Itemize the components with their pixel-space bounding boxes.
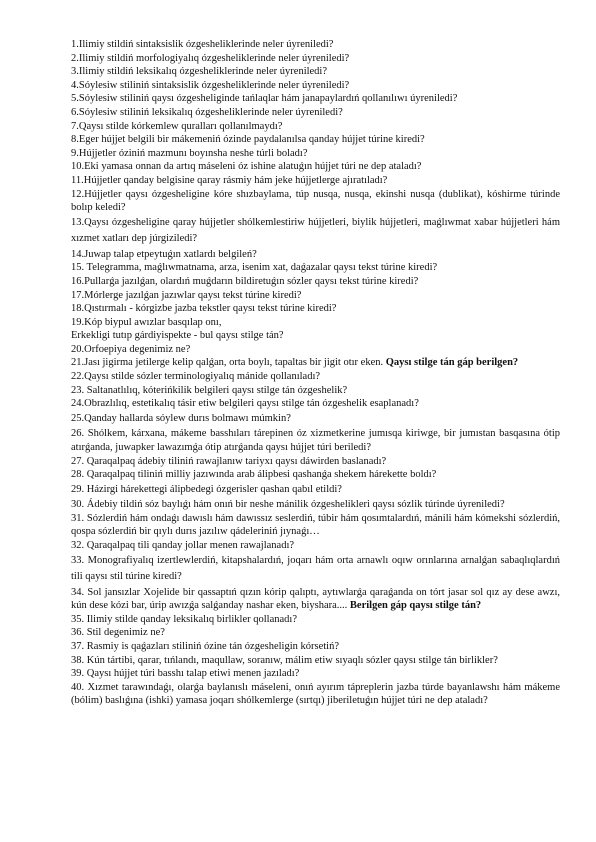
question-item: [71, 626, 560, 640]
question-item: [71, 147, 560, 161]
question-text: 6.Sóylesiw stiliniń leksikalıq ózgesheliklerinde neler úyreniledi?: [71, 106, 343, 118]
question-item: [71, 38, 560, 52]
question-text: 38. Kún tártibi, qarar, tıńlandı, maqullaw, soranıw, málim etiw sıyaqlı sózler qaysı stilge tán birlikler?: [71, 654, 498, 666]
question-text: 40. Xızmet tarawındaǵı, olarǵa baylanıslı máseleni, onıń ayırım tápreplerin jazba túrde bayanlawshı hám mákeme (bólim) baslıǵına (ishki) yamasa joqarı shólkemlerge (sırtqı) jiberiletuǵın hújjet túri ne dep ataladı?: [71, 681, 560, 707]
question-item: [71, 275, 560, 289]
question-item: [71, 586, 560, 613]
question-bold-text: Qaysı stilge tán gáp berilgen?: [385, 357, 519, 369]
question-text: 28. Qaraqalpaq tiliniń milliy jazıwında arab álipbesi qashanǵa shekem hárekette boldı?: [71, 469, 437, 481]
question-text: 36. Stil degenimiz ne?: [71, 627, 165, 639]
question-list: [71, 38, 560, 708]
question-text: 26. Shólkem, kárxana, mákeme basshıları tárepinen óz xizmetkerine jumısqa kiriwge, bir jumıstan basqasına ótip atırǵanda, juwapker lawazımǵa ótip atırǵanda qaysı hújjet túri beriledi?: [71, 428, 560, 453]
question-item: [71, 498, 560, 512]
question-text: 34. Sol jansızlar Xojelide bir qassaptıń qızın kórip qalıptı, aytıwlarǵa qaraǵanda on tórt jasar sol qız ay dese awzı, kún dese kózi bar, úrip awızǵa salǵanday nashar eken, biyshara....: [71, 586, 560, 612]
question-text: 19.Kóp biypul awızlar basqılap onı,: [71, 316, 222, 328]
question-text: 24.Obrazlılıq, estetikalıq tásir etiw belgileri qaysı stilge tán ózgeshelik esaplanadı?: [71, 398, 419, 410]
question-text: 14.Juwap talap etpeytuǵın xatlardı belgileń?: [71, 248, 257, 260]
question-item: [71, 681, 560, 708]
question-text: 12.Hújjetler qaysı ózgesheligine kóre shızbaylama, túp nusqa, nusqa, ekinshi nusqa (dublikat), kóshirme túrinde bolıp keledi?: [71, 188, 560, 214]
question-text: 18.Qıstırmalı - kórgizbe jazba tekstler qaysı tekst túrine kiredi?: [71, 303, 337, 315]
question-text: 32. Qaraqalpaq tili qanday jollar menen rawajlanadı?: [71, 540, 295, 551]
question-item: [71, 343, 560, 357]
question-item: [71, 52, 560, 66]
question-text: 39. Qaysı hújjet túri basshı talap etiwi menen jazıladı?: [71, 668, 300, 680]
question-text: 20.Orfoepiya degenimiz ne?: [71, 343, 191, 355]
question-text: Erkekligi tutıp gárdiyispekte - bul qaysı stilge tán?: [71, 330, 284, 342]
question-text: 35. Ilimiy stilde qanday leksikalıq birlikler qollanadı?: [71, 613, 297, 625]
question-text: 16.Pullarǵa jazılǵan, olardıń muǵdarın bildiretuǵın sózler qaysı tekst túrine kiredi?: [71, 275, 419, 287]
question-text: 29. Házirgi hárekettegi álipbedegi ózgerisler qashan qabıl etildi?: [71, 483, 342, 495]
question-text: 23. Saltanatlılıq, kóterińkilik belgileri qaysı stilge tán ózgeshelik?: [71, 384, 348, 396]
question-text: 22.Qaysı stilde sózler terminologiyalıq mánide qollanıladı?: [71, 371, 321, 383]
question-text: 25.Qanday hallarda sóylew durıs bolmawı múmkin?: [71, 412, 291, 424]
question-text: 3.Ilimiy stildiń leksikalıq ózgesheliklerinde neler úyreniledi?: [71, 66, 328, 78]
question-text: 15. Telegramma, maǵlıwmatnama, arza, isenim xat, daǵazalar qaysı tekst túrine kiredi?: [71, 262, 438, 274]
question-text: 27. Qaraqalpaq ádebiy tiliniń rawajlanıw tariyxı qaysı dáwirden baslanadı?: [71, 455, 387, 467]
question-text: 33. Monografiyalıq izertlewlerdiń, kitapshalardıń, joqarı hám orta arnawlı oqıw orınlarına arnalǵan sabaqlıqlardıń tili qaysı stil túrine kiredi?: [71, 554, 560, 583]
question-item: [71, 79, 560, 93]
question-text: 10.Eki yamasa onnan da artıq máseleni óz ishine alatuǵın hújjet túri ne dep ataladı?: [71, 161, 422, 173]
question-text: 1.Ilimiy stildiń sintaksislik ózgesheliklerinde neler úyreniledi?: [71, 39, 334, 50]
question-item: [71, 289, 560, 303]
question-text: 2.Ilimiy stildiń morfologiyalıq ózgesheliklerinde neler úyreniledi?: [71, 52, 350, 64]
question-item: [71, 92, 560, 106]
question-item: [71, 215, 560, 248]
question-item: [71, 329, 560, 343]
question-text: 13.Qaysı ózgesheligine qaray hújjetler shólkemlestiriw hújjetleri, biylik hújjetleri, maǵlıwmat xabar hújjetleri hám xızmet xatları dep júrgiziledi?: [71, 216, 560, 245]
question-text: 31. Sózlerdiń hám ondaǵı dawıslı hám dawıssız seslerdiń, túbir hám qosımtalardıń, mánili hám kómekshi sózlerdiń, qospa sózlerdiń bir qıylı durıs jazılıw qádeleriniń jıynaǵı…: [71, 512, 560, 538]
question-item: [71, 667, 560, 681]
question-item: [71, 120, 560, 134]
question-item: [71, 640, 560, 654]
question-text: 21.Jası jigirma jetilerge kelip qalǵan, orta boylı, tapaltas bir jigit otır eken.: [71, 357, 386, 369]
question-item: [71, 411, 560, 428]
question-text: 5.Sóylesiw stiliniń qaysı ózgesheliginde tańlaqlar hám janapaylardıń qollanılıwı úyreniledi?: [71, 93, 458, 105]
question-item: [71, 455, 560, 469]
question-item: [71, 468, 560, 482]
question-item: [71, 160, 560, 174]
question-item: [71, 65, 560, 79]
question-item: [71, 553, 560, 586]
question-item: [71, 397, 560, 411]
question-item: [71, 248, 560, 262]
question-item: [71, 427, 560, 454]
question-text: 7.Qaysı stilde kórkemlew quralları qollanılmaydı?: [71, 120, 283, 132]
question-item: [71, 613, 560, 627]
question-text: 11.Hújjetler qanday belgisine qaray rásmiy hám jeke hújjetlerge ajıratıladı?: [71, 174, 388, 186]
question-item: [71, 188, 560, 215]
question-text: 37. Rasmiy is qaǵazları stiliniń ózine tán ózgesheligin kórsetiń?: [71, 640, 339, 652]
question-text: 9.Hújjetler óziniń mazmunı boyınsha neshe túrli boladı?: [71, 147, 308, 159]
question-text: 17.Mórlerge jazılǵan jazıwlar qaysı tekst túrine kiredi?: [71, 289, 302, 301]
question-item: [71, 106, 560, 120]
question-item: [71, 384, 560, 398]
question-text: 30. Ádebiy tildiń sóz baylıǵı hám onıń bir neshe mánilik ózgeshelikleri qaysı sózlik túrinde úyreniledi?: [71, 499, 505, 511]
question-item: [71, 261, 560, 275]
question-item: [71, 174, 560, 188]
question-item: [71, 482, 560, 499]
question-item: [71, 370, 560, 384]
question-text: 4.Sóylesiw stiliniń sintaksislik ózgesheliklerinde neler úyreniledi?: [71, 79, 350, 91]
question-item: [71, 356, 560, 370]
question-item: [71, 316, 560, 330]
question-item: [71, 539, 560, 553]
question-item: [71, 133, 560, 147]
question-item: [71, 512, 560, 539]
question-item: [71, 654, 560, 668]
question-text: 8.Eger hújjet belgili bir mákemeniń ózinde paydalanılsa qanday hújjet túrine kiredi?: [71, 134, 425, 146]
question-bold-text: Berilgen gáp qaysı stilge tán?: [349, 600, 482, 612]
question-item: [71, 302, 560, 316]
